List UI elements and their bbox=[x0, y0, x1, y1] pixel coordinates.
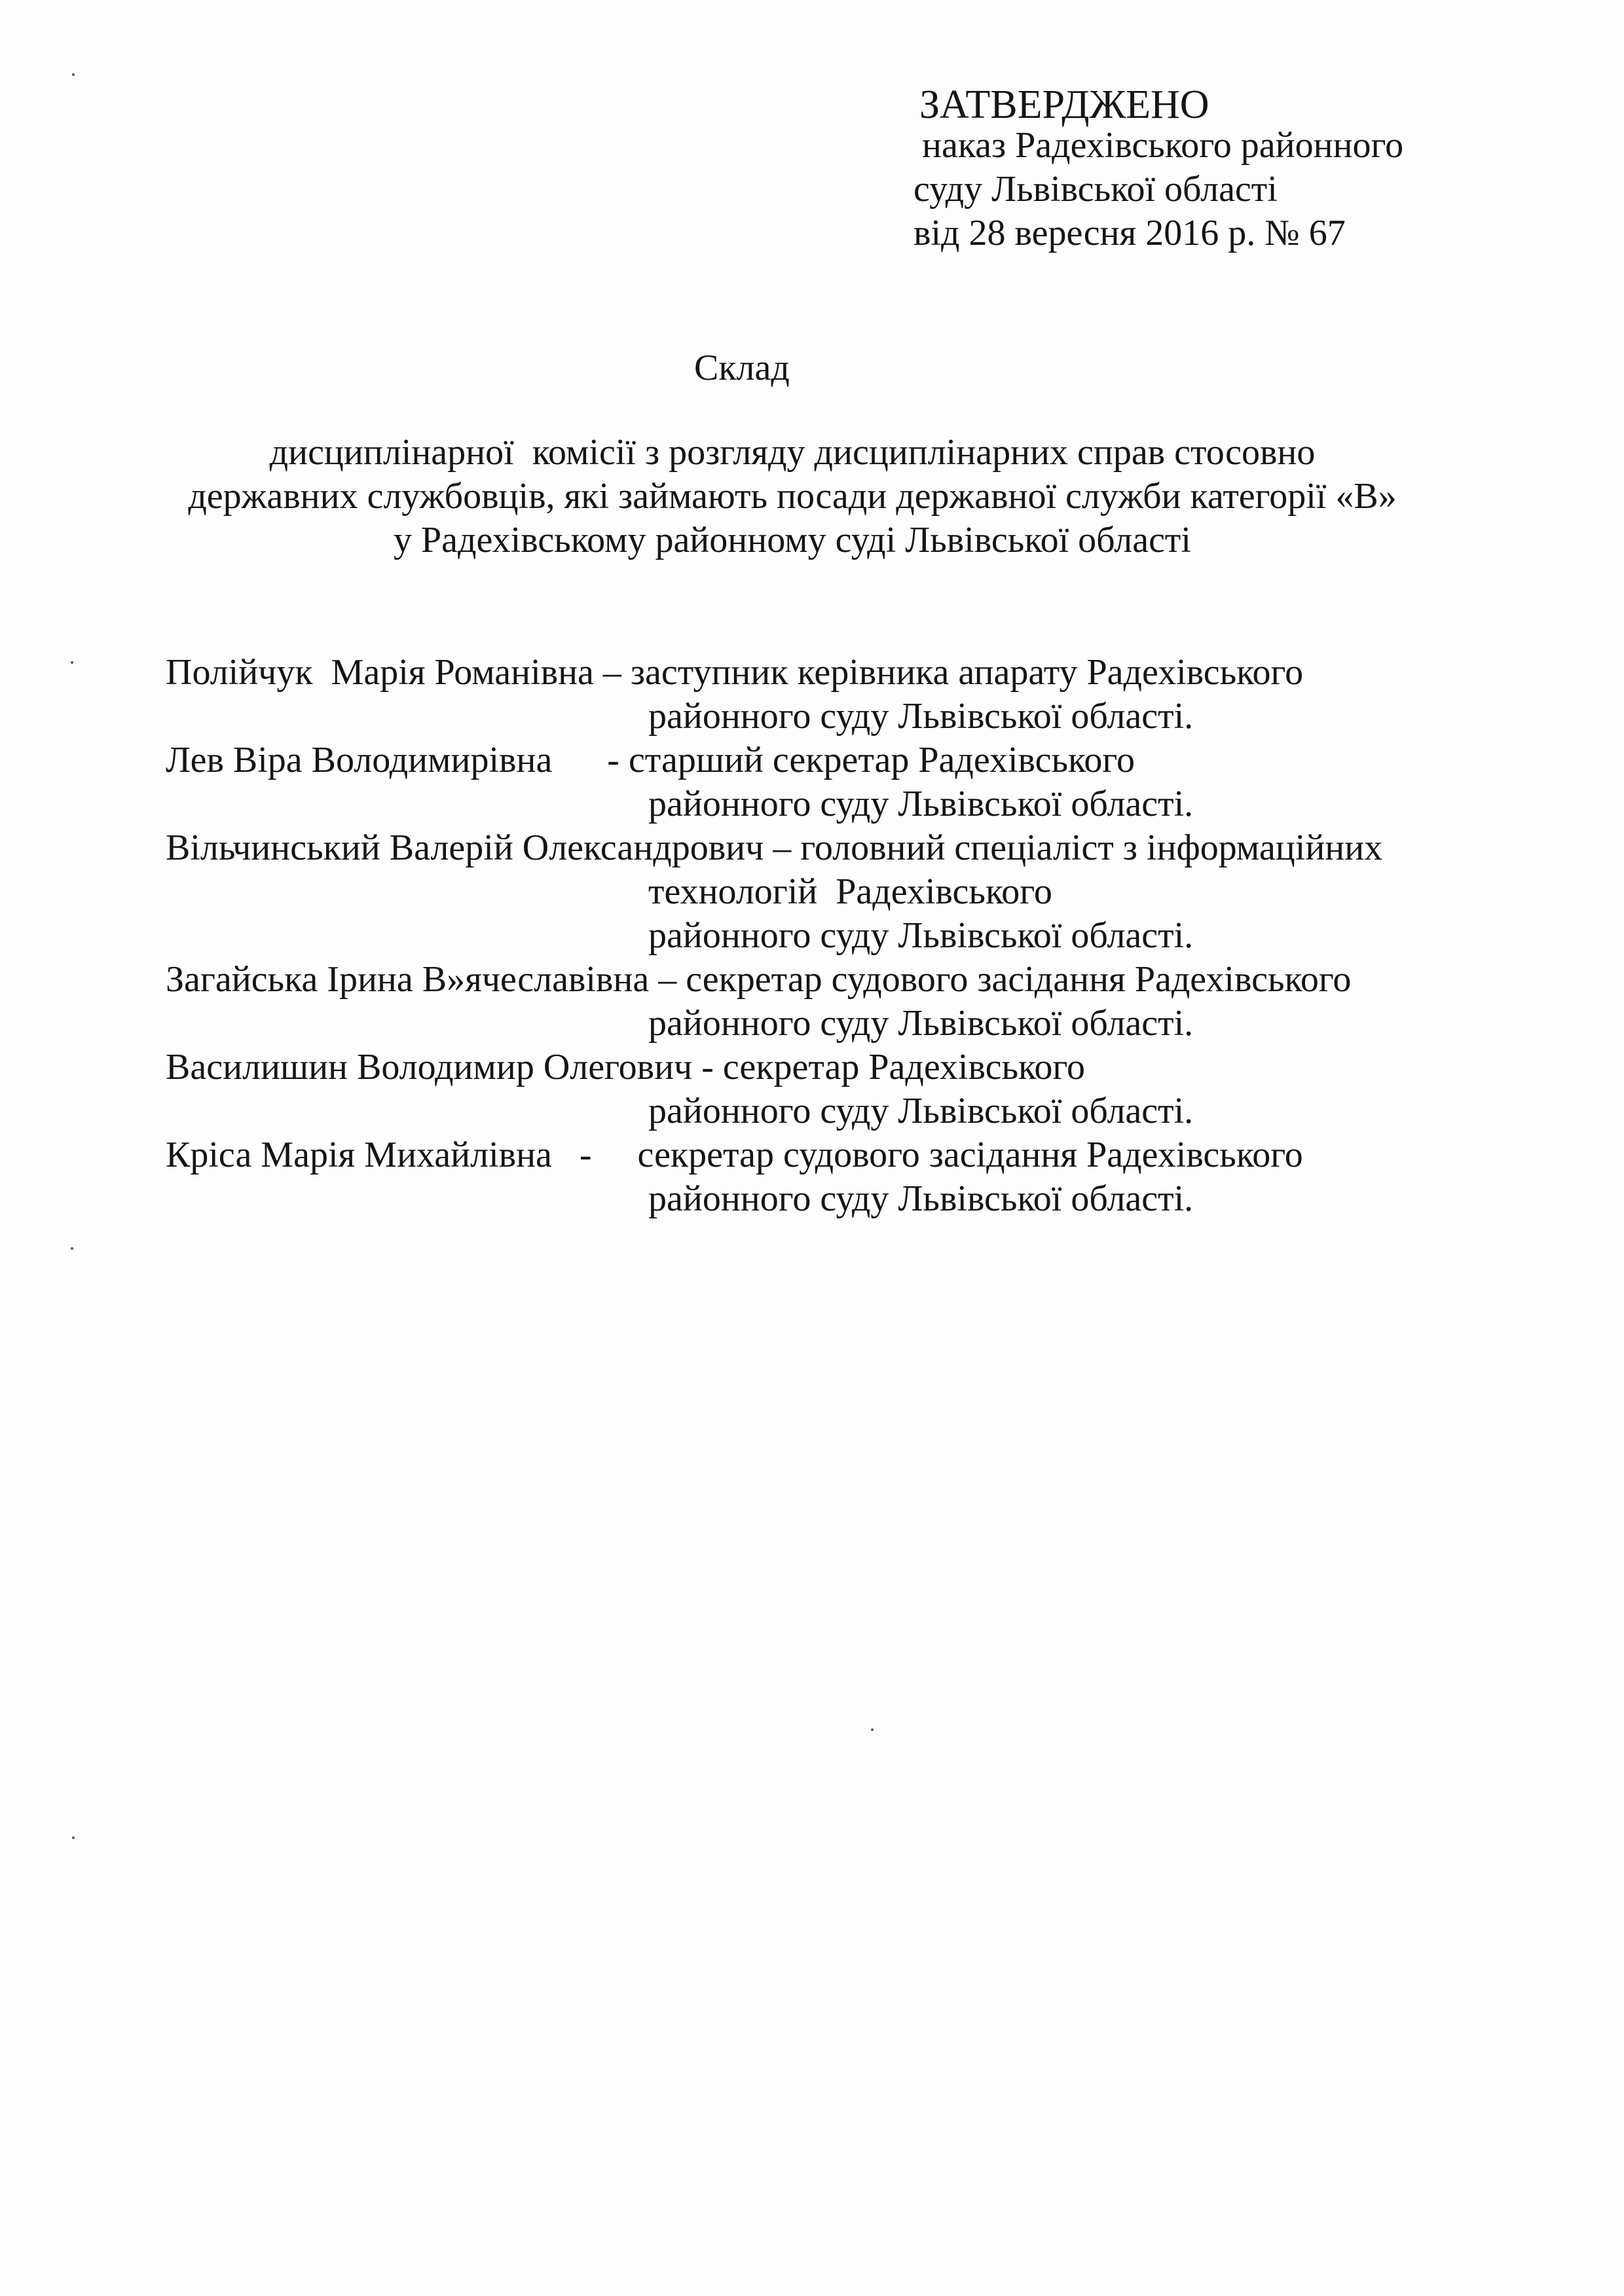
scan-speck bbox=[71, 661, 73, 664]
member-name-position: Василишин Володимир Олегович - секретар Радехівського bbox=[166, 1047, 1085, 1087]
member-position-continuation: районного суду Львівської області. bbox=[648, 784, 1194, 824]
subtitle-line: державних службовців, які займають посади державної служби категорії «В» bbox=[188, 476, 1397, 517]
member-name-position: Лев Віра Володимирівна - старший секретар Радехівського bbox=[166, 740, 1135, 780]
approval-title: ЗАТВЕРДЖЕНО bbox=[919, 82, 1209, 127]
document-heading: Склад bbox=[694, 348, 790, 388]
member-name-position: Полійчук Марія Романівна – заступник керівника апарату Радехівського bbox=[166, 652, 1304, 693]
member-name-position: Вільчинський Валерій Олександрович – головний спеціаліст з інформаційних bbox=[166, 828, 1383, 868]
subtitle-line: дисциплінарної комісії з розгляду дисциплінарних справ стосовно bbox=[269, 432, 1316, 473]
member-name-position: Кріса Марія Михайлівна - секретар судового засідання Радехівського bbox=[166, 1135, 1303, 1175]
member-position-continuation: районного суду Львівської області. bbox=[648, 696, 1194, 737]
member-position-continuation: технологій Радехівського bbox=[648, 871, 1052, 912]
approval-line: наказ Радехівського районного bbox=[922, 125, 1404, 166]
scan-speck bbox=[72, 1836, 75, 1839]
member-position-continuation: районного суду Львівської області. bbox=[648, 1091, 1194, 1131]
member-position-continuation: районного суду Львівської області. bbox=[648, 915, 1194, 956]
member-position-continuation: районного суду Львівської області. bbox=[648, 1178, 1194, 1219]
scan-speck bbox=[71, 1247, 73, 1250]
member-position-continuation: районного суду Львівської області. bbox=[648, 1003, 1194, 1044]
approval-line: від 28 вересня 2016 р. № 67 bbox=[913, 213, 1346, 253]
approval-line: суду Львівської області bbox=[913, 169, 1278, 210]
member-name-position: Загайська Ірина В»ячеславівна – секретар судового засідання Радехівського bbox=[166, 959, 1352, 1000]
subtitle-line: у Радехівському районному суді Львівської області bbox=[394, 520, 1191, 560]
scan-speck bbox=[871, 1728, 874, 1731]
scan-speck bbox=[72, 73, 75, 76]
